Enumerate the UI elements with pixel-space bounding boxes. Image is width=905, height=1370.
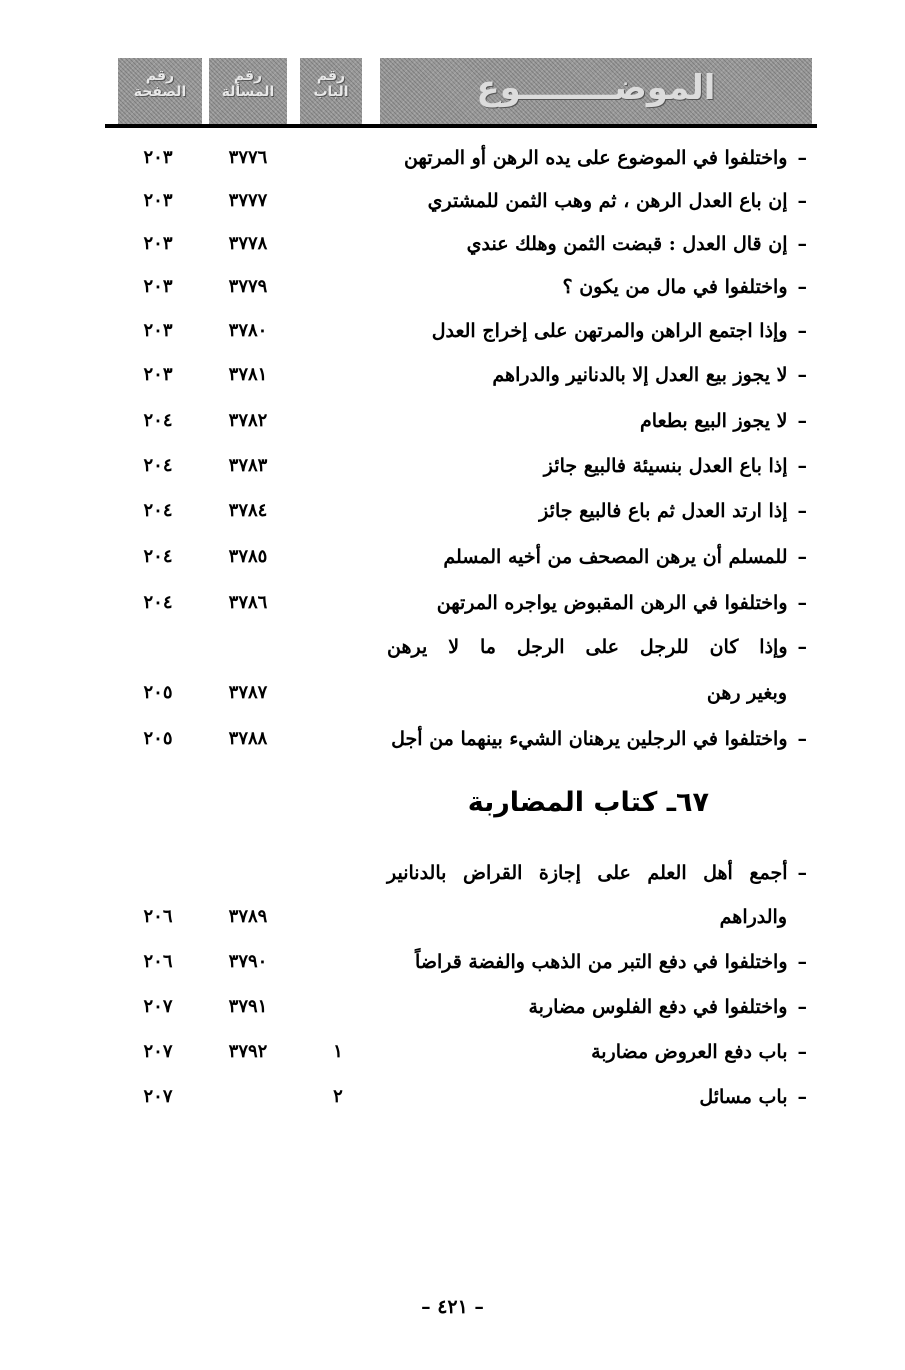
header-page-col [118, 58, 202, 124]
row-text: –واختلفوا في دفع التبر من الذهب والفضة قراضاً [415, 951, 807, 973]
row-masala: ٣٧٧٩ [228, 276, 268, 297]
row-text: –للمسلم أن يرهن المصحف من أخيه المسلم [443, 546, 807, 568]
row-text: –واختلفوا في مال من يكون ؟ [562, 276, 807, 298]
header-masala-label: رقم المسألة [221, 68, 275, 100]
row-masala: ٣٧٩٠ [228, 951, 268, 972]
header-masala-col [209, 58, 287, 124]
row-page: ٢٠٣ [143, 320, 173, 341]
row-masala: ٣٧٨٤ [228, 500, 268, 521]
header-topic-col [380, 58, 812, 124]
row-masala: ٣٧٨٥ [228, 546, 268, 567]
table-row [0, 586, 905, 620]
row-text: –واختلفوا في دفع الفلوس مضاربة [528, 996, 807, 1018]
table-row [0, 1035, 905, 1069]
row-text: –باب دفع العروض مضاربة [591, 1041, 807, 1063]
row-bab: ١ [333, 1041, 343, 1062]
row-page: ٢٠٣ [143, 276, 173, 297]
header-bab-col [300, 58, 362, 124]
row-masala: ٣٧٩١ [228, 996, 268, 1017]
row-masala: ٣٧٧٨ [228, 233, 268, 254]
row-masala: ٣٧٧٧ [228, 190, 268, 211]
header-topic-label: الموضــــــــوع [476, 68, 716, 108]
table-row [0, 270, 905, 304]
row-text-continued: وبغير رهن [706, 682, 787, 704]
row-page: ٢٠٣ [143, 190, 173, 211]
row-page: ٢٠٣ [143, 147, 173, 168]
row-text: –باب مسائل [699, 1086, 807, 1108]
page-number: – ٤٢١ – [421, 1296, 484, 1318]
row-text: –واختلفوا في الرهن المقبوض يواجره المرتهن [436, 592, 807, 614]
row-page: ٢٠٦ [143, 951, 173, 972]
section-title: ٦٧ـ كتاب المضاربة [467, 787, 709, 818]
row-bab: ٢ [333, 1086, 343, 1107]
row-page: ٢٠٥ [143, 682, 173, 703]
row-text: –واختلفوا في الموضوع على يده الرهن أو المرتهن [403, 147, 807, 169]
row-page: ٢٠٤ [143, 592, 173, 613]
row-page: ٢٠٤ [143, 500, 173, 521]
row-masala: ٣٧٨١ [228, 364, 268, 385]
table-row [0, 141, 905, 175]
row-masala: ٣٧٨٨ [228, 728, 268, 749]
table-row [0, 856, 905, 890]
row-text: –واختلفوا في الرجلين يرهنان الشيء بينهما من أجل [391, 728, 807, 750]
row-page: ٢٠٧ [143, 1041, 173, 1062]
row-masala: ٣٧٨٩ [228, 906, 268, 927]
table-row [0, 358, 905, 392]
row-text: –إذا ارتد العدل ثم باع فالبيع جائز [539, 500, 807, 522]
table-row [0, 945, 905, 979]
table-row [0, 184, 905, 218]
table-row [0, 449, 905, 483]
row-text: –لا يجوز البيع بطعام [640, 410, 807, 432]
table-row [0, 630, 905, 664]
row-masala: ٣٧٨٧ [228, 682, 268, 703]
row-masala: ٣٧٧٦ [228, 147, 268, 168]
row-text-continued: والدراهم [719, 906, 787, 928]
table-row [0, 494, 905, 528]
row-text: –وإذا اجتمع الراهن والمرتهن على إخراج العدل [431, 320, 807, 342]
table-row [0, 540, 905, 574]
table-row [0, 404, 905, 438]
row-page: ٢٠٧ [143, 996, 173, 1017]
header-rule [105, 124, 817, 128]
row-page: ٢٠٥ [143, 728, 173, 749]
table-row [0, 722, 905, 756]
row-text: –إن قال العدل : قبضت الثمن وهلك عندي [466, 233, 807, 255]
row-masala: ٣٧٨٣ [228, 455, 268, 476]
row-text: –إذا باع العدل بنسيئة فالبيع جائز [543, 455, 807, 477]
table-row [0, 990, 905, 1024]
row-page: ٢٠٤ [143, 546, 173, 567]
table-row [0, 900, 905, 934]
row-page: ٢٠٦ [143, 906, 173, 927]
row-masala: ٣٧٨٦ [228, 592, 268, 613]
row-page: ٢٠٣ [143, 364, 173, 385]
row-masala: ٣٧٩٢ [228, 1041, 268, 1062]
row-page: ٢٠٤ [143, 455, 173, 476]
row-page: ٢٠٧ [143, 1086, 173, 1107]
header-bab-label: رقم الباب [313, 68, 349, 100]
row-masala: ٣٧٨٢ [228, 410, 268, 431]
row-text: –لا يجوز بيع العدل إلا بالدنانير والدراهم [492, 364, 807, 386]
row-text: –إن باع العدل الرهن ، ثم وهب الثمن للمشتري [427, 190, 807, 212]
table-row [0, 314, 905, 348]
row-masala: ٣٧٨٠ [228, 320, 268, 341]
row-page: ٢٠٤ [143, 410, 173, 431]
row-page: ٢٠٣ [143, 233, 173, 254]
table-row [0, 1080, 905, 1114]
row-text: –أجمع أهل العلم على إجازة القراض بالدنانير [387, 862, 807, 884]
table-row [0, 227, 905, 261]
table-row [0, 676, 905, 710]
row-text: –وإذا كان للرجل على الرجل ما لا يرهن [387, 636, 807, 658]
header-page-label: رقم الصفحة [133, 68, 187, 100]
